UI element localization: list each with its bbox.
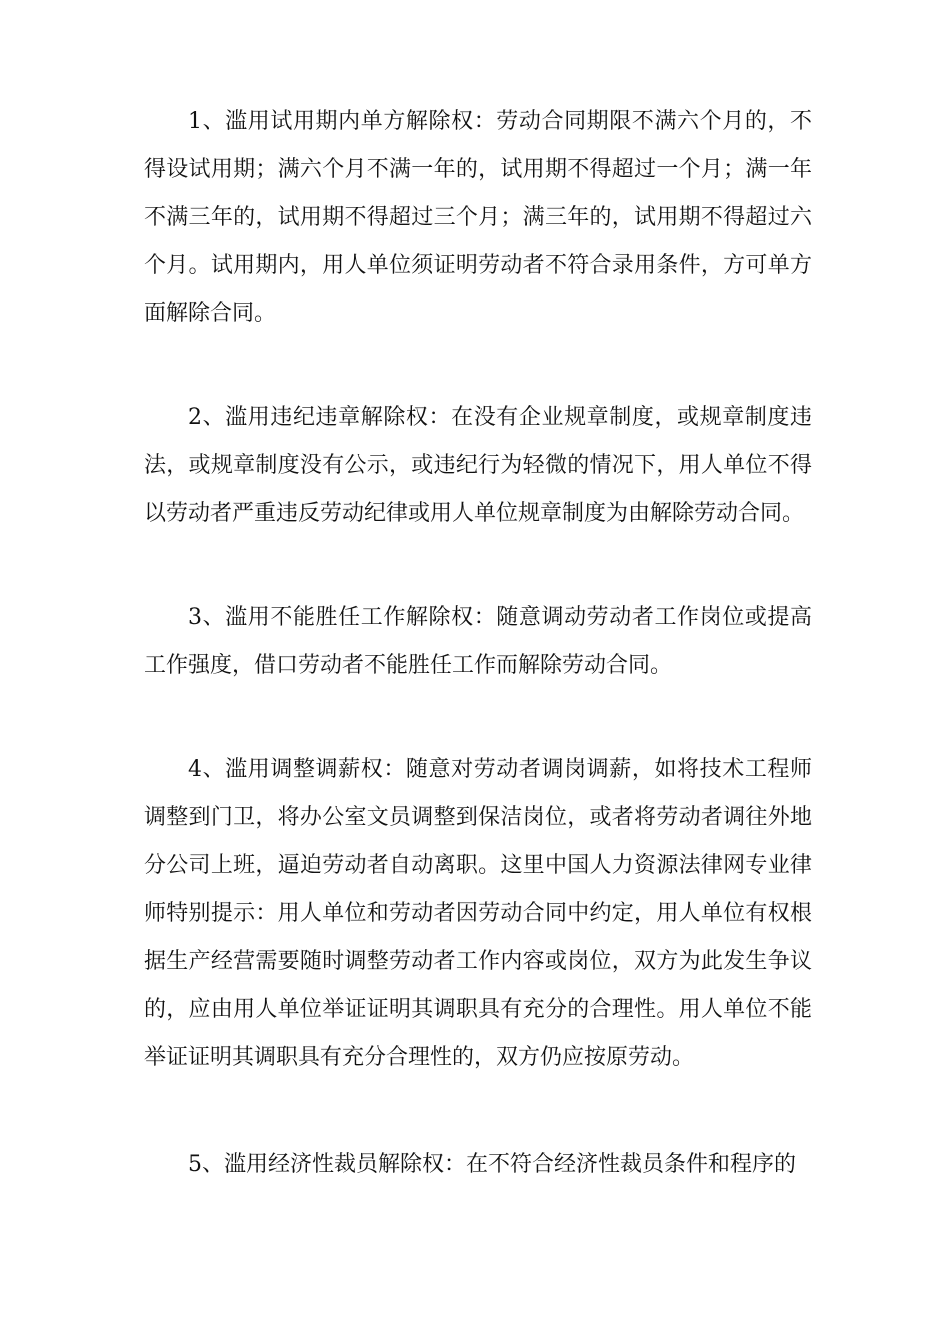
paragraph-disciplinary-termination: 2、滥用违纪违章解除权：在没有企业规章制度，或规章制度违法，或规章制度没有公示，或违纪行为轻微的情况下，用人单位不得以劳动者严重违反劳动纪律或用人单位规章制度为由解除劳动合同。 xyxy=(144,405,812,526)
paragraph-economic-layoff: 5、滥用经济性裁员解除权：在不符合经济性裁员条件和程序的 xyxy=(188,1152,796,1177)
paragraph-probation-termination: 1、滥用试用期内单方解除权：劳动合同期限不满六个月的，不得设试用期；满六个月不满一年的，试用期不得超过一个月；满一年不满三年的，试用期不得超过三个月；满三年的，试用期不得超过六个月。试用期内，用人单位须证明劳动者不符合录用条件，方可单方面解除合同。 xyxy=(144,109,812,326)
paragraph-position-salary-adjustment: 4、滥用调整调薪权：随意对劳动者调岗调薪，如将技术工程师调整到门卫，将办公室文员调整到保洁岗位，或者将劳动者调往外地分公司上班，逼迫劳动者自动离职。这里中国人力资源法律网专业律师特别提示：用人单位和劳动者因劳动合同中约定，用人单位有权根据生产经营需要随时调整劳动者工作内容或岗位，双方为此发生争议的，应由用人单位举证证明其调职具有充分的合理性。用人单位不能举证证明其调职具有充分合理性的，双方仍应按原劳动。 xyxy=(144,757,812,1070)
paragraph-incompetence-termination: 3、滥用不能胜任工作解除权：随意调动劳动者工作岗位或提高工作强度，借口劳动者不能胜任工作而解除劳动合同。 xyxy=(144,605,812,678)
